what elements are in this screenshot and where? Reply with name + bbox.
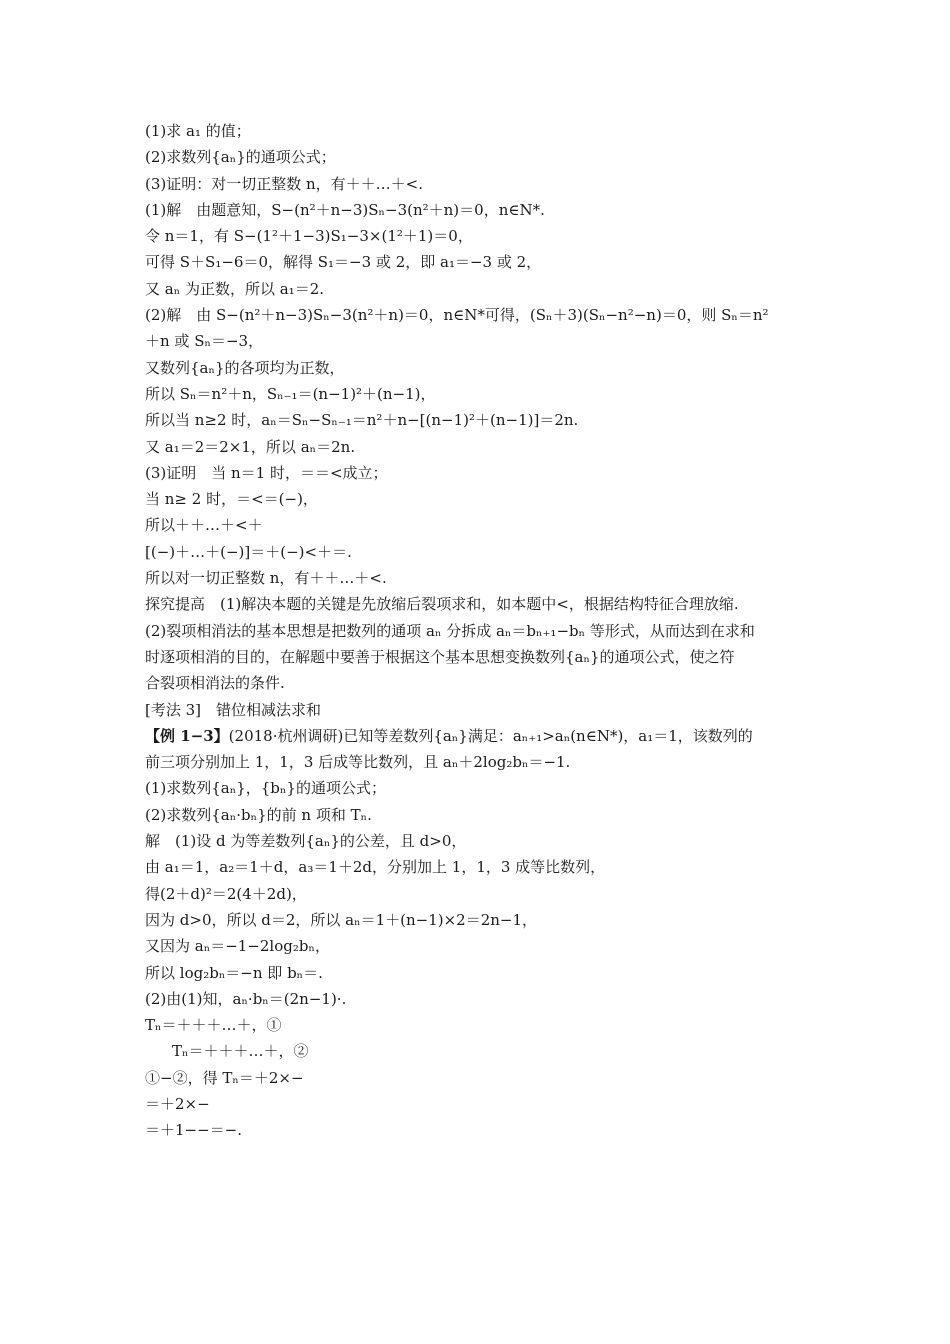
- text-line-9: ＋n 或 Sₙ＝−3，: [145, 332, 264, 351]
- text-line-28: 解 (1)设 d 为等差数列{aₙ}的公差，且 d>0，: [145, 832, 467, 851]
- text-line-36: Tₙ＝＋＋＋…＋，②: [172, 1042, 309, 1061]
- text-line-1: (1)求 a₁ 的值；: [145, 122, 251, 140]
- text-line-25: 前三项分别加上 1，1，3 后成等比数列，且 aₙ＋2log₂bₙ＝−1.: [145, 753, 571, 772]
- text-line-27: (2)求数列{aₙ·bₙ}的前 n 项和 Tₙ.: [145, 805, 372, 824]
- text-line-5: 令 n＝1，有 S−(1²＋1−3)S₁−3×(1²＋1)＝0，: [145, 227, 473, 246]
- text-line-33: 所以 log₂bₙ＝−n 即 bₙ＝.: [145, 963, 323, 982]
- text-line-39: ＝＋1−−＝−.: [145, 1121, 243, 1140]
- text-line-14: (3)证明 当 n＝1 时，＝＝<成立；: [145, 463, 388, 482]
- text-line-8: (2)解 由 S−(n²＋n−3)Sₙ−3(n²＋n)＝0，n∈N*可得，(Sₙ＋3)(Sₙ−n²−n)＝0，则 Sₙ＝n²: [145, 306, 769, 325]
- text-line-22: 合裂项相消法的条件.: [145, 674, 285, 693]
- example-label: 【例 1−3】: [145, 726, 229, 745]
- text-line-29: 由 a₁＝1，a₂＝1＋d，a₃＝1＋2d，分别加上 1，1，3 成等比数列，: [145, 858, 606, 877]
- text-line-2: (2)求数列{aₙ}的通项公式；: [145, 148, 336, 167]
- text-line-17: [(−)＋…＋(−)]＝＋(−)<＋＝.: [145, 542, 352, 561]
- text-line-13: 又 a₁＝2＝2×1，所以 aₙ＝2n.: [145, 437, 356, 456]
- example-text: (2018·杭州调研)已知等差数列{aₙ}满足：aₙ₊₁>aₙ(n∈N*)，a₁＝1，该数列的: [228, 726, 753, 745]
- text-line-10: 又数列{aₙ}的各项均为正数，: [145, 358, 345, 377]
- text-line-37: ①−②，得 Tₙ＝＋2×−: [145, 1068, 304, 1087]
- text-line-18: 所以对一切正整数 n，有＋＋…＋<.: [145, 569, 387, 588]
- text-line-24: [145, 723, 810, 749]
- text-line-26: (1)求数列{aₙ}，{bₙ}的通项公式；: [145, 779, 386, 798]
- text-line-16: 所以＋＋…＋<＋: [145, 516, 263, 535]
- text-line-23: [考法 3] 错位相减法求和: [145, 700, 322, 719]
- text-line-7: 又 aₙ 为正数，所以 a₁＝2.: [145, 279, 325, 298]
- text-line-12: 所以当 n≥2 时，aₙ＝Sₙ−Sₙ₋₁＝n²＋n−[(n−1)²＋(n−1)]＝2n.: [145, 411, 579, 430]
- text-line-11: 所以 Sₙ＝n²＋n，Sₙ₋₁＝(n−1)²＋(n−1)，: [145, 384, 436, 403]
- text-line-20: (2)裂项相消法的基本思想是把数列的通项 aₙ 分拆成 aₙ＝bₙ₊₁−bₙ 等形式，从而达到在求和: [145, 621, 755, 640]
- text-line-19: 探究提高 (1)解决本题的关键是先放缩后裂项求和，如本题中<，根据结构特征合理放缩.: [145, 595, 739, 614]
- text-line-38: ＝＋2×−: [145, 1094, 210, 1113]
- text-line-21: 时逐项相消的目的，在解题中要善于根据这个基本思想变换数列{aₙ}的通项公式，使之符: [145, 647, 735, 666]
- text-line-6: 可得 S＋S₁−6＝0，解得 S₁＝−3 或 2，即 a₁＝−3 或 2，: [145, 253, 542, 272]
- text-line-35: Tₙ＝＋＋＋…＋，①: [145, 1016, 282, 1035]
- text-line-34: (2)由(1)知，aₙ·bₙ＝(2n−1)·.: [145, 989, 347, 1008]
- text-line-3: (3)证明：对一切正整数 n，有＋＋…＋<.: [145, 174, 424, 193]
- text-line-15: 当 n≥ 2 时，＝<＝(−)，: [145, 490, 318, 509]
- text-line-31: 因为 d>0，所以 d＝2，所以 aₙ＝1＋(n−1)×2＝2n−1，: [145, 910, 538, 929]
- document-page: [145, 118, 810, 1144]
- text-line-4: (1)解 由题意知，S−(n²＋n−3)Sₙ−3(n²＋n)＝0，n∈N*.: [145, 200, 545, 219]
- text-line-32: 又因为 aₙ＝−1−2log₂bₙ，: [145, 937, 330, 956]
- text-line-30: 得(2＋d)²＝2(4＋2d)，: [145, 884, 307, 903]
